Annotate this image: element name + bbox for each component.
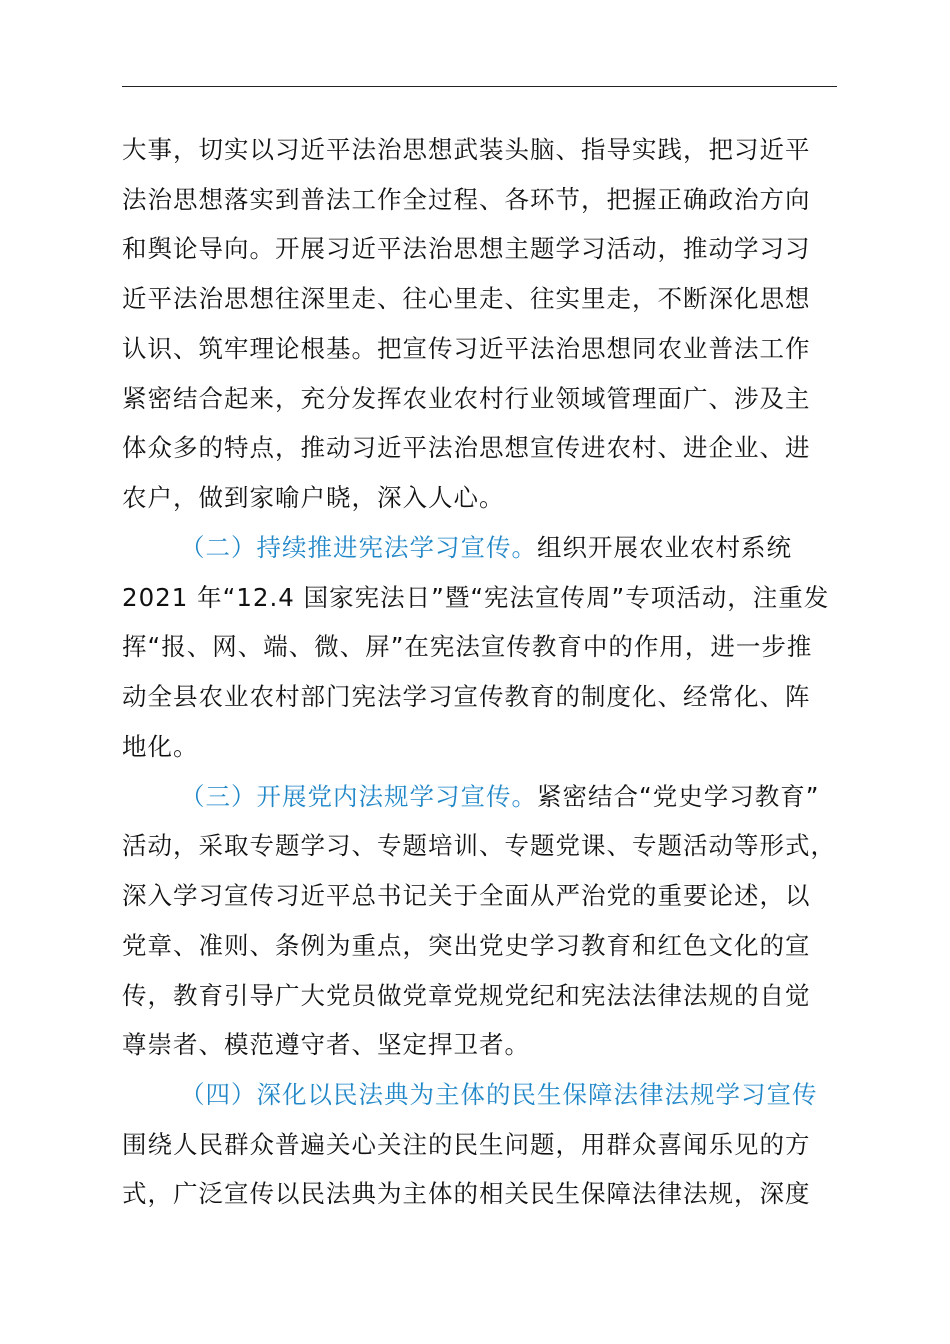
text-line: 法治思想落实到普法工作全过程、各环节，把握正确政治方向 [122,185,811,214]
section-4-heading: （四）深化以民法典为主体的民生保障法律法规学习宣传 [180,1080,818,1109]
text-line: 传，教育引导广大党员做党章党规党纪和宪法法律法规的自觉 [122,981,811,1010]
text-line: 体众多的特点，推动习近平法治思想宣传进农村、进企业、进 [122,433,811,462]
text-line: 式，广泛宣传以民法典为主体的相关民生保障法律法规，深度 [122,1179,811,1208]
section-3-first-line [180,777,837,817]
text-line: 党章、准则、条例为重点，突出党史学习教育和红色文化的宣 [122,931,811,960]
section-4-first-line [180,1075,837,1115]
text-line: 活动，采取专题学习、专题培训、专题党课、专题活动等形式， [122,831,836,860]
text-line: 2021 年“12.4 国家宪法日”暨“宪法宣传周”专项活动，注重发 [122,583,830,612]
section-2-first-line [180,528,837,568]
text-line: 地化。 [122,732,199,761]
text-line: 农户，做到家喻户晓，深入人心。 [122,483,505,512]
text-line: 动全县农业农村部门宪法学习宣传教育的制度化、经常化、阵 [122,682,811,711]
section-2-lead-text: 组织开展农业农村系统 [537,533,792,562]
section-3-heading: （三）开展党内法规学习宣传。 [180,782,537,811]
text-line: 挥“报、网、端、微、屏”在宪法宣传教育中的作用，进一步推 [122,632,813,661]
text-line: 紧密结合起来，充分发挥农业农村行业领域管理面广、涉及主 [122,384,811,413]
text-line: 尊崇者、模范遵守者、坚定捍卫者。 [122,1030,530,1059]
text-line: 大事，切实以习近平法治思想武装头脑、指导实践，把习近平 [122,135,811,164]
section-2-heading: （二）持续推进宪法学习宣传。 [180,533,537,562]
text-line: 围绕人民群众普遍关心关注的民生问题，用群众喜闻乐见的方 [122,1130,811,1159]
section-3-lead-text: 紧密结合“党史学习教育” [537,782,820,811]
text-line: 和舆论导向。开展习近平法治思想主题学习活动，推动学习习 [122,234,811,263]
text-line: 认识、筑牢理论根基。把宣传习近平法治思想同农业普法工作 [122,334,811,363]
text-line: 近平法治思想往深里走、往心里走、往实里走，不断深化思想 [122,284,811,313]
header-rule [122,86,837,87]
text-line: 深入学习宣传习近平总书记关于全面从严治党的重要论述，以 [122,881,811,910]
